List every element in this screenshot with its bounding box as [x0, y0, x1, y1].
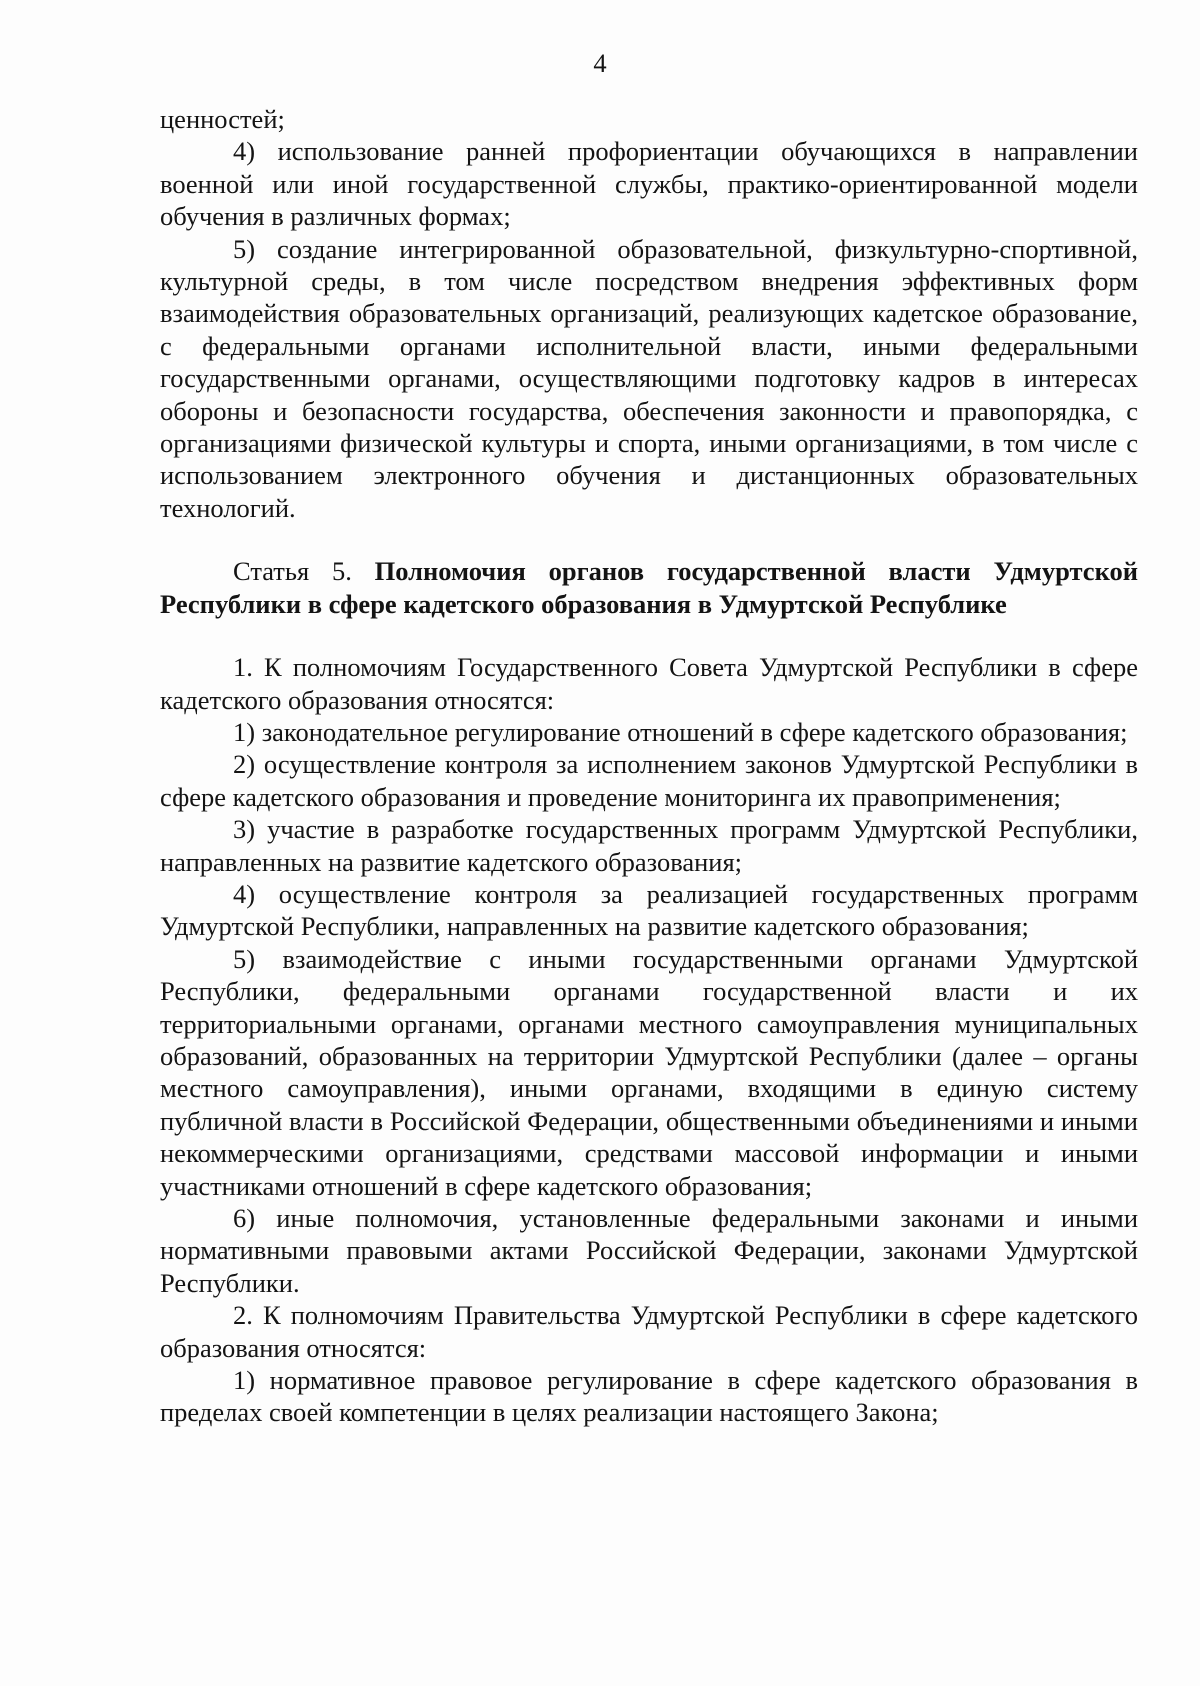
- spacer: [160, 524, 1138, 555]
- page-number: 4: [593, 48, 607, 78]
- paragraph: 5) взаимодействие с иными государственными органами Удмуртской Республики, федеральными органами государственной власти и их территориальными органами, органами местного самоуправления муниципальных образований, образованных на территории Удмуртской Республики (далее – органы местного самоуправления), иными органами, входящими в единую систему публичной власти в Российской Федерации, общественными объединениями и иными некоммерческими организациями, средствами массовой информации и иными участниками отношений в сфере кадетского образования;: [160, 943, 1138, 1201]
- paragraph: 1. К полномочиям Государственного Совета Удмуртской Республики в сфере кадетского образования относятся:: [160, 652, 1138, 715]
- paragraph: 1) нормативное правовое регулирование в сфере кадетского образования в пределах своей компетенции в целях реализации настоящего Закона;: [160, 1365, 1138, 1428]
- article-title: Полномочия органов государственной власти Удмуртской Республики в сфере кадетского образования в Удмуртской Республике: [160, 556, 1139, 619]
- paragraph: 2. К полномочиям Правительства Удмуртской Республики в сфере кадетского образования относятся:: [160, 1300, 1138, 1363]
- article-heading: [160, 555, 1138, 620]
- paragraph: 1) законодательное регулирование отношений в сфере кадетского образования;: [233, 716, 1128, 747]
- paragraph: ценностей;: [160, 104, 285, 134]
- paragraph: 4) использование ранней профориентации обучающихся в направлении военной или иной государственной службы, практико-ориентированной модели обучения в различных формах;: [160, 136, 1138, 232]
- paragraph: 5) создание интегрированной образовательной, физкультурно-спортивной, культурной среды, в том числе посредством внедрения эффективных форм взаимодействия образовательных организаций, реализующих кадетское образование, с федеральными органами исполнительной власти, иными федеральными государственными органами, осуществляющими подготовку кадров в интересах обороны и безопасности государства, обеспечения законности и правопорядка, с организациями физической культуры и спорта, иными организациями, в том числе с использованием электронного обучения и дистанционных образовательных технологий.: [160, 233, 1138, 523]
- paragraph: 4) осуществление контроля за реализацией государственных программ Удмуртской Республики, направленных на развитие кадетского образования;: [160, 878, 1138, 942]
- article-label: Статья 5.: [233, 556, 375, 587]
- paragraph: 3) участие в разработке государственных программ Удмуртской Республики, направленных на развитие кадетского образования;: [160, 814, 1138, 877]
- document-body: [160, 103, 1138, 1429]
- spacer: [160, 620, 1138, 651]
- paragraph: 6) иные полномочия, установленные федеральными законами и иными нормативными правовыми актами Российской Федерации, законами Удмуртской Республики.: [160, 1203, 1138, 1298]
- paragraph: 2) осуществление контроля за исполнением законов Удмуртской Республики в сфере кадетского образования и проведение мониторинга их правоприменения;: [160, 749, 1138, 812]
